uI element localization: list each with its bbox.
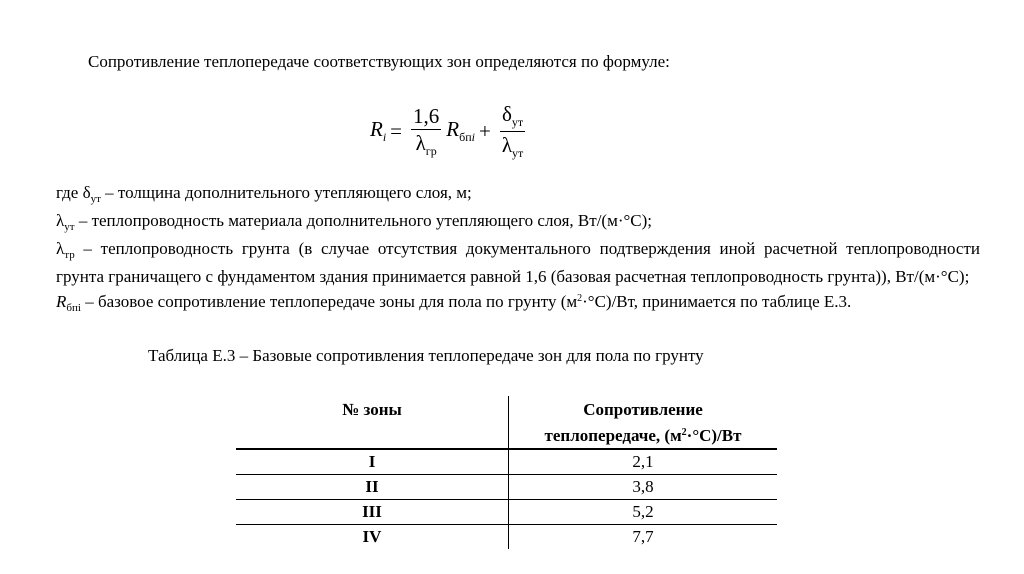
- formula-lhs: $R_i$: [370, 117, 387, 144]
- zone-cell: II: [236, 475, 509, 500]
- value-cell: 5,2: [632, 502, 654, 521]
- value-cell: 7,7: [632, 527, 654, 546]
- formula-base-resistance: $R_{бпi}$: [446, 117, 475, 144]
- value-cell: 3,8: [632, 477, 654, 496]
- header-zone-number: № зоны: [236, 396, 509, 449]
- definition-lambda-ut: $\lambda_{ут}$ – теплопроводность материала дополнительного утепляющего слоя, Вт/(м·°С);: [56, 211, 653, 233]
- table-row: [236, 475, 777, 500]
- formula-fraction-1: $\frac{1,6}{\lambda_{гр}}$: [413, 103, 440, 158]
- table-row: [236, 449, 777, 475]
- value-cell: 2,1: [632, 452, 654, 471]
- definitions: [56, 182, 980, 319]
- intro-text: Сопротивление теплопередаче соответствующих зон определяются по формуле:: [88, 52, 670, 71]
- definition-delta: где $\delta_{ут}$ – толщина дополнительного утепляющего слоя, м;: [56, 183, 472, 205]
- zone-cell: III: [236, 500, 509, 525]
- zone-resistance-table: [236, 396, 777, 549]
- table-row: [236, 525, 777, 550]
- table-row: [236, 500, 777, 525]
- zone-cell: IV: [236, 525, 509, 550]
- formula-equals: =: [390, 118, 403, 143]
- definition-r-base: $R_{бпi}$ – базовое сопротивление теплопередаче зоны для пола по грунту $(м^2\cdot^\circ С)/Вт$, принимается по таблице Е.3.: [56, 292, 852, 314]
- formula-fraction-2: $\frac{\delta_{ут}}{\lambda_{ут}}$: [501, 101, 524, 160]
- zone-cell: I: [236, 449, 509, 475]
- resistance-formula: [370, 96, 530, 166]
- table-caption: Таблица Е.3 – Базовые сопротивления теплопередаче зон для пола по грунту: [148, 346, 704, 365]
- header-resistance: Сопротивление теплопередаче, $(м^2\cdot^\circ С)/Вт$: [544, 400, 742, 445]
- formula-plus: +: [478, 118, 491, 143]
- definition-lambda-tr: $\lambda_{тр}$ – теплопроводность грунта (в случае отсутствия документального подтверждения иной расчетной теплопроводности грунта граничащего с фундаментом здания принимается равной 1,6 (базовая расчетная теплопроводность грунта)), Вт/(м·°С);: [56, 239, 980, 286]
